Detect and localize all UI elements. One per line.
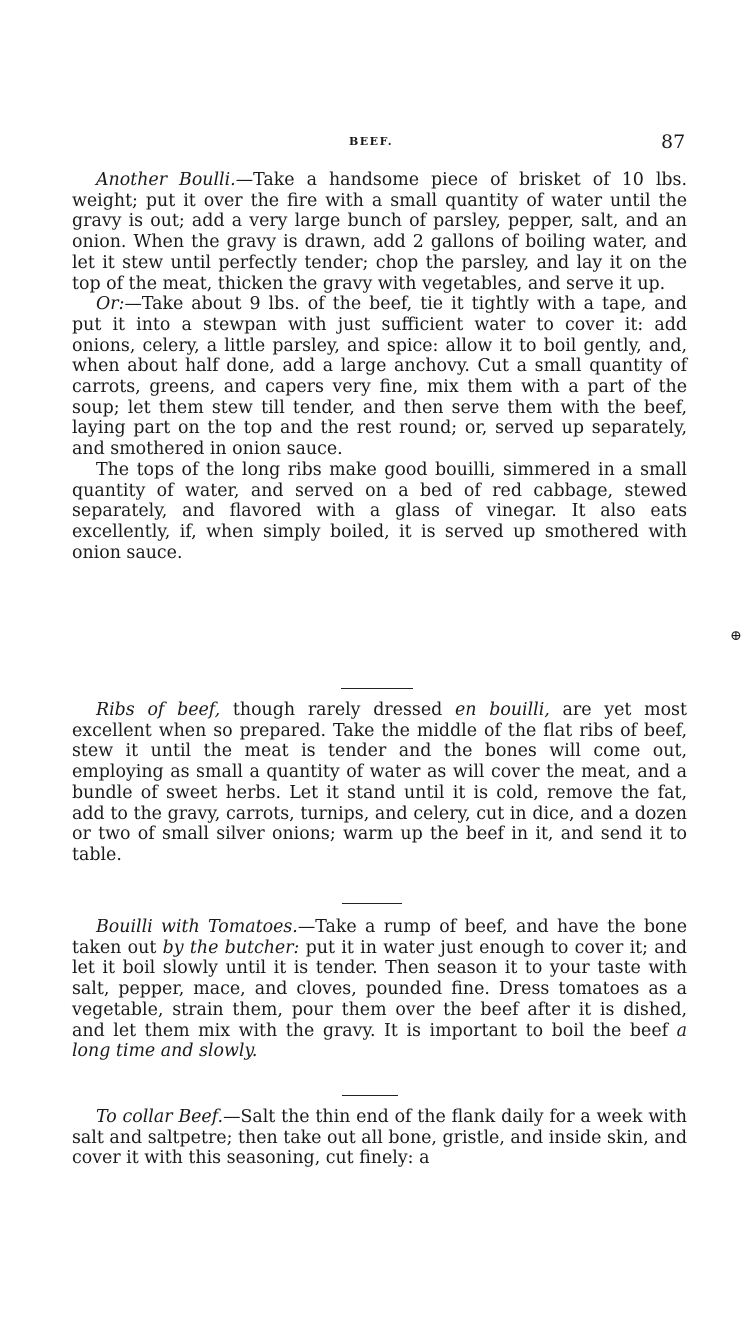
paragraph-label: Bouilli with Tomatoes.: [96, 917, 298, 937]
text-block-collar: [72, 1107, 687, 1169]
paragraph-label: Another Boulli.: [96, 170, 236, 190]
paragraph-italic: by the butcher:: [162, 937, 300, 958]
paragraph-label: Ribs of beef,: [96, 700, 221, 720]
text-block-tomatoes: [72, 917, 687, 1062]
paragraph-collar-beef: [72, 1107, 687, 1169]
paragraph-label: Or:: [96, 294, 125, 315]
page-number: 87: [661, 131, 686, 153]
paragraph-text: —Take a rump of beef, and have the bone taken out: [72, 917, 687, 958]
section-title: BEEF.: [349, 135, 394, 148]
paragraph-text: —Salt the thin end of the flank daily for a week with salt and saltpetre; then take out all bone, gristle, and inside skin, and cover it with this seasoning, cut finely: a: [72, 1107, 687, 1169]
running-head: [0, 131, 750, 155]
section-divider: [341, 688, 413, 689]
paragraph-ribs-of-beef: [72, 700, 687, 866]
text-block-boulli: [72, 170, 687, 563]
paragraph-text: —Take about 9 lbs. of the beef, tie it tightly with a tape, and put it into a stewpan with just sufficient water to cover it: add onions, celery, a little parsley, and spice: allow it to boil gently, and, when about half done, add a large anchovy. Cut a small quantity of carrots, greens, and capers very fine, mix them with a part of the soup; let them stew till tender, and then serve them with the beef, laying part on the top and the rest round; or, served up separately, and smothered in onion sauce.: [72, 294, 687, 460]
paragraph-italic: en bouilli,: [454, 700, 550, 720]
paragraph-label: To collar Beef.: [96, 1107, 224, 1127]
paragraph-text: The tops of the long ribs make good bouilli, simmered in a small quantity of water, and served on a bed of red cabbage, stewed separately, and flavored with a glass of vinegar. It also eats excellently, if, when simply boiled, it is served up smothered with onion sauce.: [72, 459, 687, 563]
paragraph-text: though rarely dressed: [220, 700, 455, 720]
paragraph-italic: a long time and slowly.: [72, 1020, 687, 1062]
paragraph-another-boulli: [72, 170, 687, 294]
paragraph-long-ribs: [72, 460, 687, 564]
paragraph-text: put it in water just enough to cover it; and let it boil slowly until it is tender. Then season it to your taste with salt, pepper, mace, and cloves, pounded fine. Dress tomatoes as a vegetable, strain them, pour them over the beef after it is dished, and let them mix with the gravy. It is important to boil the beef: [72, 937, 687, 1041]
margin-mark: ⊕: [730, 628, 742, 644]
section-divider: [342, 1095, 398, 1096]
paragraph-text: —Take a handsome piece of brisket of 10 lbs. weight; put it over the fire with a small quantity of water until the gravy is out; add a very large bunch of parsley, pepper, salt, and an onion. When the gravy is drawn, add 2 gallons of boiling water, and let it stew until perfectly tender; chop the parsley, and lay it on the top of the meat, thicken the gravy with vegetables, and serve it up.: [72, 170, 687, 294]
paragraph-or: [72, 294, 687, 460]
paragraph-text: are yet most excellent when so prepared. Take the middle of the flat ribs of beef, stew it until the meat is tender and the bones will come out, employing as small a quantity of water as will cover the meat, and a bundle of sweet herbs. Let it stand until it is cold, remove the fat, add to the gravy, carrots, turnips, and celery, cut in dice, and a dozen or two of small silver onions; warm up the beef in it, and send it to table.: [72, 700, 687, 865]
section-divider: [342, 903, 402, 904]
paragraph-bouilli-tomatoes: [72, 917, 687, 1062]
text-block-ribs: [72, 700, 687, 866]
